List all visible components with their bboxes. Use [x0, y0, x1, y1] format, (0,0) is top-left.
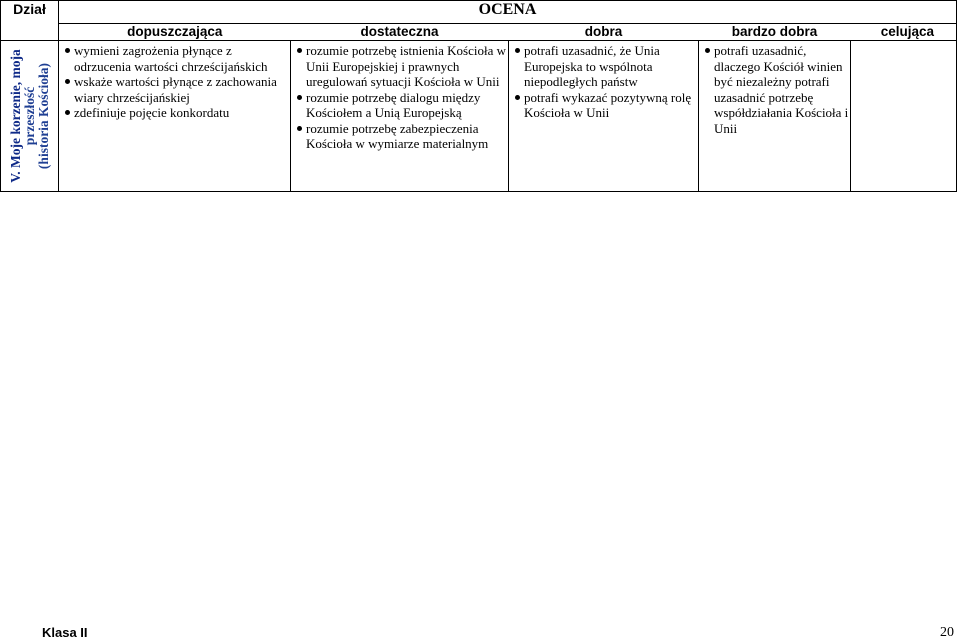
class-label: Klasa II — [42, 625, 88, 640]
list-item: wymieni zagrożenia płynące z odrzucenia wartości chrześcijańskich — [65, 43, 290, 74]
level-dostateczna: dostateczna — [360, 24, 439, 39]
cell-celujaca — [851, 41, 957, 192]
cell-dopuszczajaca — [59, 41, 291, 192]
list-item: rozumie potrzebę dialogu między Kościołem a Unią Europejską — [297, 90, 508, 121]
dzial-header: Dział — [1, 1, 59, 41]
ocena-header: OCENA — [59, 1, 957, 24]
grading-table — [0, 0, 957, 192]
section-title-cell — [1, 41, 59, 192]
cell-bardzo-dobra — [699, 41, 851, 192]
list-item: wskaże wartości płynące z zachowania wiary chrześcijańskiej — [65, 74, 290, 105]
list-item: potrafi uzasadnić, dlaczego Kościół winien być niezależny potrafi uzasadnić potrzebę współdziałania Kościoła i Unii — [705, 43, 850, 136]
page-number: 20 — [940, 625, 954, 640]
list-item: potrafi wykazać pozytywną rolę Kościoła w Unii — [515, 90, 698, 121]
cell-dobra — [509, 41, 699, 192]
list-item: potrafi uzasadnić, że Unia Europejska to wspólnota niepodległych państw — [515, 43, 698, 90]
section-title: V. Moje korzenie, moja przeszłość (historia Kościoła) — [7, 49, 51, 183]
level-dobra: dobra — [584, 24, 623, 39]
level-bardzo-dobra: bardzo dobra — [731, 24, 818, 39]
cell-dostateczna — [291, 41, 509, 192]
list-item: zdefiniuje pojęcie konkordatu — [65, 105, 290, 121]
level-celujaca: celująca — [851, 24, 957, 41]
list-item: rozumie potrzebę istnienia Kościoła w Unii Europejskiej i prawnych uregulowań sytuacji Kościoła w Unii — [297, 43, 508, 90]
level-dopuszczajaca: dopuszczająca — [59, 24, 291, 41]
list-item: rozumie potrzebę zabezpieczenia Kościoła w wymiarze materialnym — [297, 121, 508, 152]
